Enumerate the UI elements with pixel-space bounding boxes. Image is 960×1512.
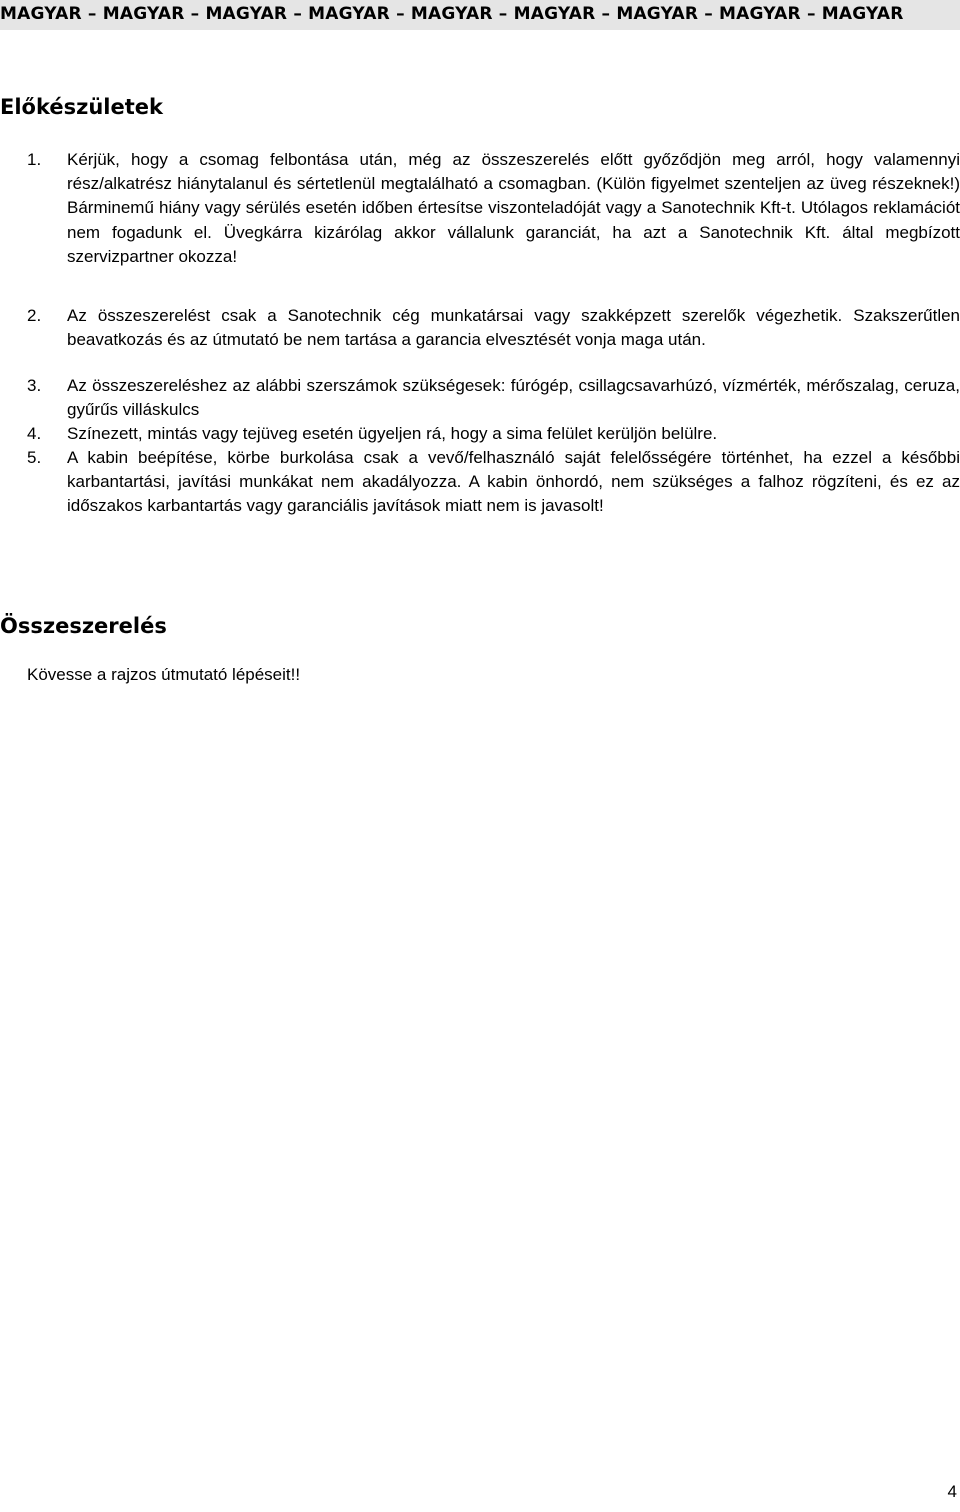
list-item-text: Kérjük, hogy a csomag felbontása után, még az összeszerelés előtt győződjön meg arról, hogy valamennyi rész/alkatrész hiánytalanul és sértetlenül megtalálható a csomagban. (Külön figyelmet szenteljen az üveg részeknek!) Bárminemű hiány vagy sérülés esetén időben értesítse viszonteladóját vagy a Sanotechnik Kft-t. Utólagos reklamációt nem fogadunk el. Üvegkárra kizárólag akkor vállalunk garanciát, ha azt a Sanotechnik Kft. által megbízott szervizpartner okozza! bbox=[67, 150, 960, 266]
language-banner bbox=[0, 0, 960, 30]
list-item-number: 5. bbox=[27, 448, 42, 467]
list-item-text: A kabin beépítése, körbe burkolása csak a vevő/felhasználó saját felelősségére történhet, ha ezzel a későbbi karbantartási, javítási munkákat nem akadályozza. A kabin önhordó, nem szükséges a falhoz rögzíteni, és ez az időszakos karbantartás vagy garanciális javítások miatt nem is javasolt! bbox=[67, 448, 960, 516]
list-item-text: Az összeszereléshez az alábbi szerszámok szükségesek: fúrógép, csillagcsavarhúzó, vízmérték, mérőszalag, ceruza, gyűrűs villáskulcs bbox=[67, 376, 960, 420]
list-item bbox=[0, 446, 960, 519]
assembly-heading: Összeszerelés bbox=[0, 614, 167, 638]
list-item-text: Az összeszerelést csak a Sanotechnik cég munkatársai vagy szakképzett szerelők végezhetik. Szakszerűtlen beavatkozás és az útmutató be nem tartása a garancia elvesztését vonja maga után. bbox=[67, 306, 960, 350]
list-item-number: 1. bbox=[27, 150, 42, 169]
list-item bbox=[0, 422, 960, 446]
preparation-heading: Előkészületek bbox=[0, 95, 163, 119]
list-item-number: 2. bbox=[27, 306, 42, 325]
list-item bbox=[0, 148, 960, 269]
assembly-instruction: Kövesse a rajzos útmutató lépéseit!! bbox=[27, 665, 301, 684]
list-item bbox=[0, 374, 960, 422]
list-item-number: 4. bbox=[27, 424, 42, 443]
list-item bbox=[0, 304, 960, 352]
list-item-number: 3. bbox=[27, 376, 42, 395]
page-number: 4 bbox=[947, 1482, 957, 1501]
list-item-text: Színezett, mintás vagy tejüveg esetén ügyeljen rá, hogy a sima felület kerüljön belülre. bbox=[67, 424, 718, 443]
language-banner-text: MAGYAR – MAGYAR – MAGYAR – MAGYAR – MAGYAR – MAGYAR – MAGYAR – MAGYAR – MAGYAR bbox=[0, 4, 904, 24]
